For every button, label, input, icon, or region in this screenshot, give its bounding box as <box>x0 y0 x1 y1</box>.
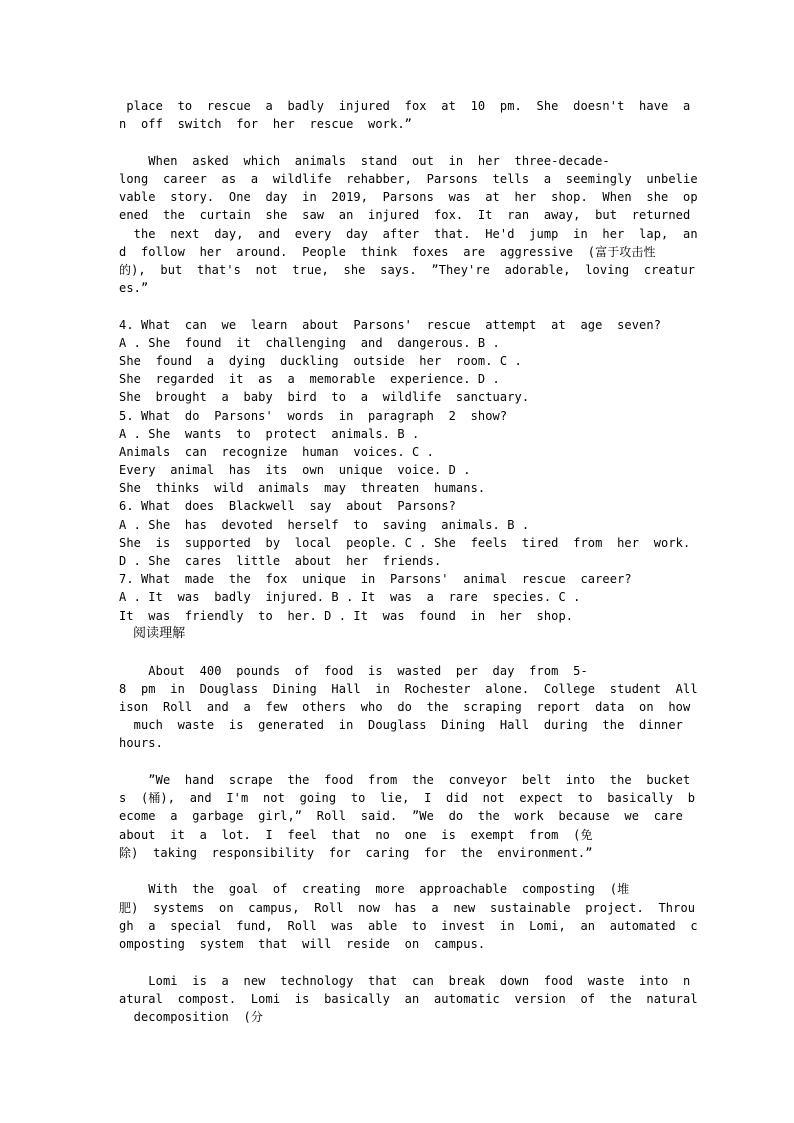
question-stem: 4. What can we learn about Parsons' rescue attempt at age seven? <box>119 318 662 332</box>
text-line: vable story. One day in 2019, Parsons was at her shop. When she op <box>119 190 698 204</box>
text-line: gh a special fund, Roll was able to invest in Lomi, an automated c <box>119 919 698 933</box>
text-line: d follow her around. People think foxes are aggressive (富于攻击性 <box>119 245 656 259</box>
answer-option: D . She cares little about her friends. <box>119 554 442 568</box>
text-line: about it a lot. I feel that no one is exempt from (免 <box>119 828 593 842</box>
section-heading: 阅读理解 <box>133 626 186 641</box>
text-line: Lomi is a new technology that can break down food waste into n <box>119 974 691 988</box>
answer-option: She is supported by local people. C . She feels tired from her work. <box>119 536 691 550</box>
text-line: ecome a garbage girl,ˮ Roll said. ˮWe do the work because we care <box>119 809 683 823</box>
question-stem: 7. What made the fox unique in Parsons' animal rescue career? <box>119 572 632 586</box>
answer-option: It was friendly to her. D . It was found in her shop. <box>119 609 574 623</box>
answer-option: Animals can recognize human voices. C . <box>119 445 434 459</box>
question-stem: 5. What do Parsons' words in paragraph 2 show? <box>119 409 508 423</box>
answer-option: A . She found it challenging and dangerous. B . <box>119 336 500 350</box>
answer-option: Every animal has its own unique voice. D . <box>119 463 471 477</box>
text-line: n off switch for her rescue work.ˮ <box>119 117 412 131</box>
text-line: much waste is generated in Douglass Dining Hall during the dinner <box>119 718 683 732</box>
text-line: About 400 pounds of food is wasted per day from 5- <box>119 664 588 678</box>
text-line: place to rescue a badly injured fox at 10 pm. She doesn't have a <box>119 99 691 113</box>
text-line: omposting system that will reside on campus. <box>119 937 486 951</box>
answer-option: She found a dying duckling outside her room. C . <box>119 354 522 368</box>
text-line: decomposition (分 <box>119 1010 263 1024</box>
text-line: 8 pm in Douglass Dining Hall in Rochester alone. College student All <box>119 682 698 696</box>
text-line: 肥) systems on campus, Roll now has a new sustainable project. Throu <box>119 901 696 915</box>
answer-option: She regarded it as a memorable experience. D . <box>119 372 500 386</box>
text-line: the next day, and every day after that. He'd jump in her lap, an <box>119 227 698 241</box>
text-line: With the goal of creating more approachable composting (堆 <box>119 882 630 896</box>
text-line: 除) taking responsibility for caring for the environment.ˮ <box>119 846 593 860</box>
text-line: long career as a wildlife rehabber, Parsons tells a seemingly unbelie <box>119 172 698 186</box>
question-stem: 6. What does Blackwell say about Parsons? <box>119 499 456 513</box>
text-line: s (桶), and I'm not going to lie, I did not expect to basically b <box>119 791 696 805</box>
answer-option: A . She wants to protect animals. B . <box>119 427 420 441</box>
text-line: hours. <box>119 736 163 750</box>
answer-option: She brought a baby bird to a wildlife sanctuary. <box>119 390 530 404</box>
answer-option: A . It was badly injured. B . It was a rare species. C . <box>119 590 581 604</box>
text-line: es.ˮ <box>119 281 149 295</box>
text-line: 的), but that's not true, she says. ˮThey're adorable, loving creatur <box>119 263 696 277</box>
answer-option: A . She has devoted herself to saving animals. B . <box>119 518 530 532</box>
text-line: When asked which animals stand out in her three-decade- <box>119 154 610 168</box>
text-line: ˮWe hand scrape the food from the conveyor belt into the bucket <box>119 773 691 787</box>
text-line: atural compost. Lomi is basically an automatic version of the natural <box>119 992 698 1006</box>
answer-option: She thinks wild animals may threaten humans. <box>119 481 486 495</box>
text-line: ened the curtain she saw an injured fox. It ran away, but returned <box>119 208 691 222</box>
text-line: ison Roll and a few others who do the scraping report data on how <box>119 700 691 714</box>
